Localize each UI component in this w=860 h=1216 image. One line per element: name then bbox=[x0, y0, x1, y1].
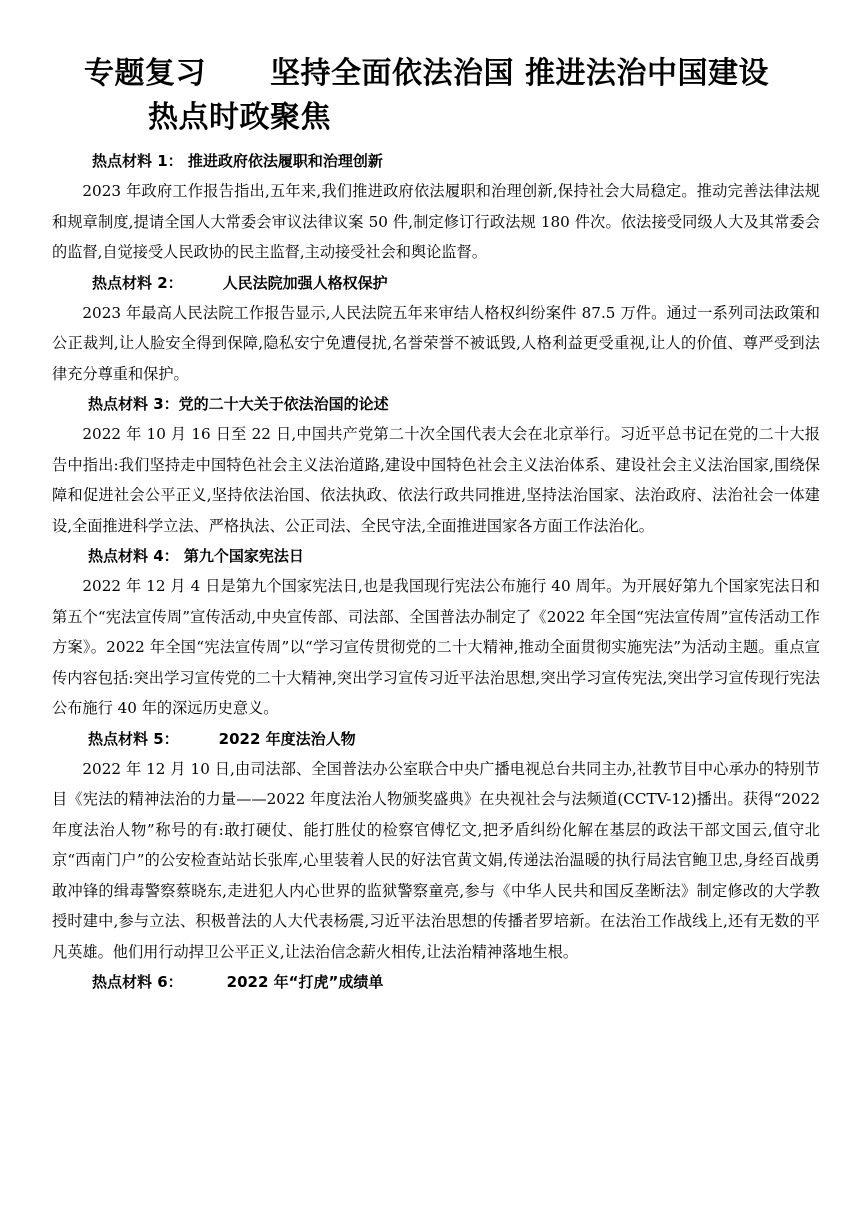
section-heading-5 bbox=[88, 724, 820, 754]
section-heading-4 bbox=[88, 541, 820, 571]
section-body-1: 2023 年政府工作报告指出,五年来,我们推进政府依法履职和治理创新,保持社会大局稳定。推动完善法律法规和规章制度,提请全国人大常委会审议法律议案 50 件,制定修订行政法规 180 件次。依法接受同级人大及其常委会的监督,自觉接受人民政协的民主监督,主动接受社会和舆论监督。 bbox=[52, 182, 820, 261]
section-label: 热点材料 1： bbox=[92, 152, 183, 170]
section-body-3: 2022 年 10 月 16 日至 22 日,中国共产党第二十次全国代表大会在北京举行。习近平总书记在党的二十大报告中指出:我们坚持走中国特色社会主义法治道路,建设中国特色社会主义法治体系、建设社会主义法治国家,围绕保障和促进社会公平正义,坚持依法治国、依法执政、依法行政共同推进,坚持法治国家、法治政府、法治社会一体建设,全面推进科学立法、严格执法、公正司法、全民守法,全面推进国家各方面工作法治化。 bbox=[52, 425, 820, 535]
page-title bbox=[84, 52, 820, 96]
page-subtitle: 热点时政聚焦 bbox=[148, 100, 331, 135]
section-heading-3 bbox=[88, 389, 820, 419]
section-heading-text: 2022 年度法治人物 bbox=[218, 729, 356, 748]
section-label: 热点材料 4： bbox=[88, 547, 179, 565]
section-label: 热点材料 2： bbox=[92, 273, 183, 292]
section-heading-6 bbox=[92, 967, 820, 997]
title-topic: 专题复习 bbox=[84, 56, 206, 91]
section-heading-text: 人民法院加强人格权保护 bbox=[222, 273, 388, 292]
section-body-4: 2022 年 12 月 4 日是第九个国家宪法日,也是我国现行宪法公布施行 40 周年。为开展好第九个国家宪法日和第五个“宪法宣传周”宣传活动,中央宣传部、司法部、全国普法办制定了《2022 年全国“宪法宣传周”宣传活动工作方案》。2022 年全国“宪法宣传周”以“学习宣传贯彻党的二十大精神,推动全面贯彻实施宪法”为活动主题。重点宣传内容包括:突出学习宣传党的二十大精神,突出学习宣传习近平法治思想,突出学习宣传宪法,突出学习宣传现行宪法公布施行 40 年的深远历史意义。 bbox=[52, 577, 820, 717]
section-heading-text: 2022 年“打虎”成绩单 bbox=[226, 973, 384, 991]
title-theme: 坚持全面依法治国 推进法治中国建设 bbox=[270, 56, 769, 91]
section-heading-text: 第九个国家宪法日 bbox=[183, 547, 304, 565]
section-heading-2 bbox=[92, 268, 820, 298]
section-label: 热点材料 6： bbox=[92, 973, 183, 991]
section-body-5: 2022 年 12 月 10 日,由司法部、全国普法办公室联合中央广播电视总台共同主办,社教节目中心承办的特别节目《宪法的精神法治的力量——2022 年度法治人物颁奖盛典》在央视社会与法频道(CCTV-12)播出。获得“2022 年度法治人物”称号的有:敢打硬仗、能打胜仗的检察官傅忆文,把矛盾纠纷化解在基层的政法干部文国云,值守北京“西南门户”的公安检查站站长张库,心里装着人民的好法官黄文娟,传递法治温暖的执行局法官鲍卫忠,身经百战勇敢冲锋的缉毒警察蔡晓东,走进犯人内心世界的监狱警察童亮,参与《中华人民共和国反垄断法》制定修改的大学教授时建中,参与立法、积极普法的人大代表杨震,习近平法治思想的传播者罗培新。在法治工作战线上,还有无数的平凡英雄。他们用行动捍卫公平正义,让法治信念薪火相传,让法治精神落地生根。 bbox=[52, 759, 820, 961]
section-body-2: 2023 年最高人民法院工作报告显示,人民法院五年来审结人格权纠纷案件 87.5 万件。通过一系列司法政策和公正裁判,让人脸安全得到保障,隐私安宁免遭侵扰,名誉荣誉不被诋毁,人格利益更受重视,让人的价值、尊严受到法律充分尊重和保护。 bbox=[52, 303, 820, 383]
section-label: 热点材料 5： bbox=[88, 729, 179, 748]
section-heading-text: 党的二十大关于依法治国的论述 bbox=[178, 395, 389, 413]
section-heading-1 bbox=[92, 146, 820, 176]
section-label: 热点材料 3： bbox=[88, 395, 179, 413]
section-heading-text: 推进政府依法履职和治理创新 bbox=[187, 152, 383, 170]
